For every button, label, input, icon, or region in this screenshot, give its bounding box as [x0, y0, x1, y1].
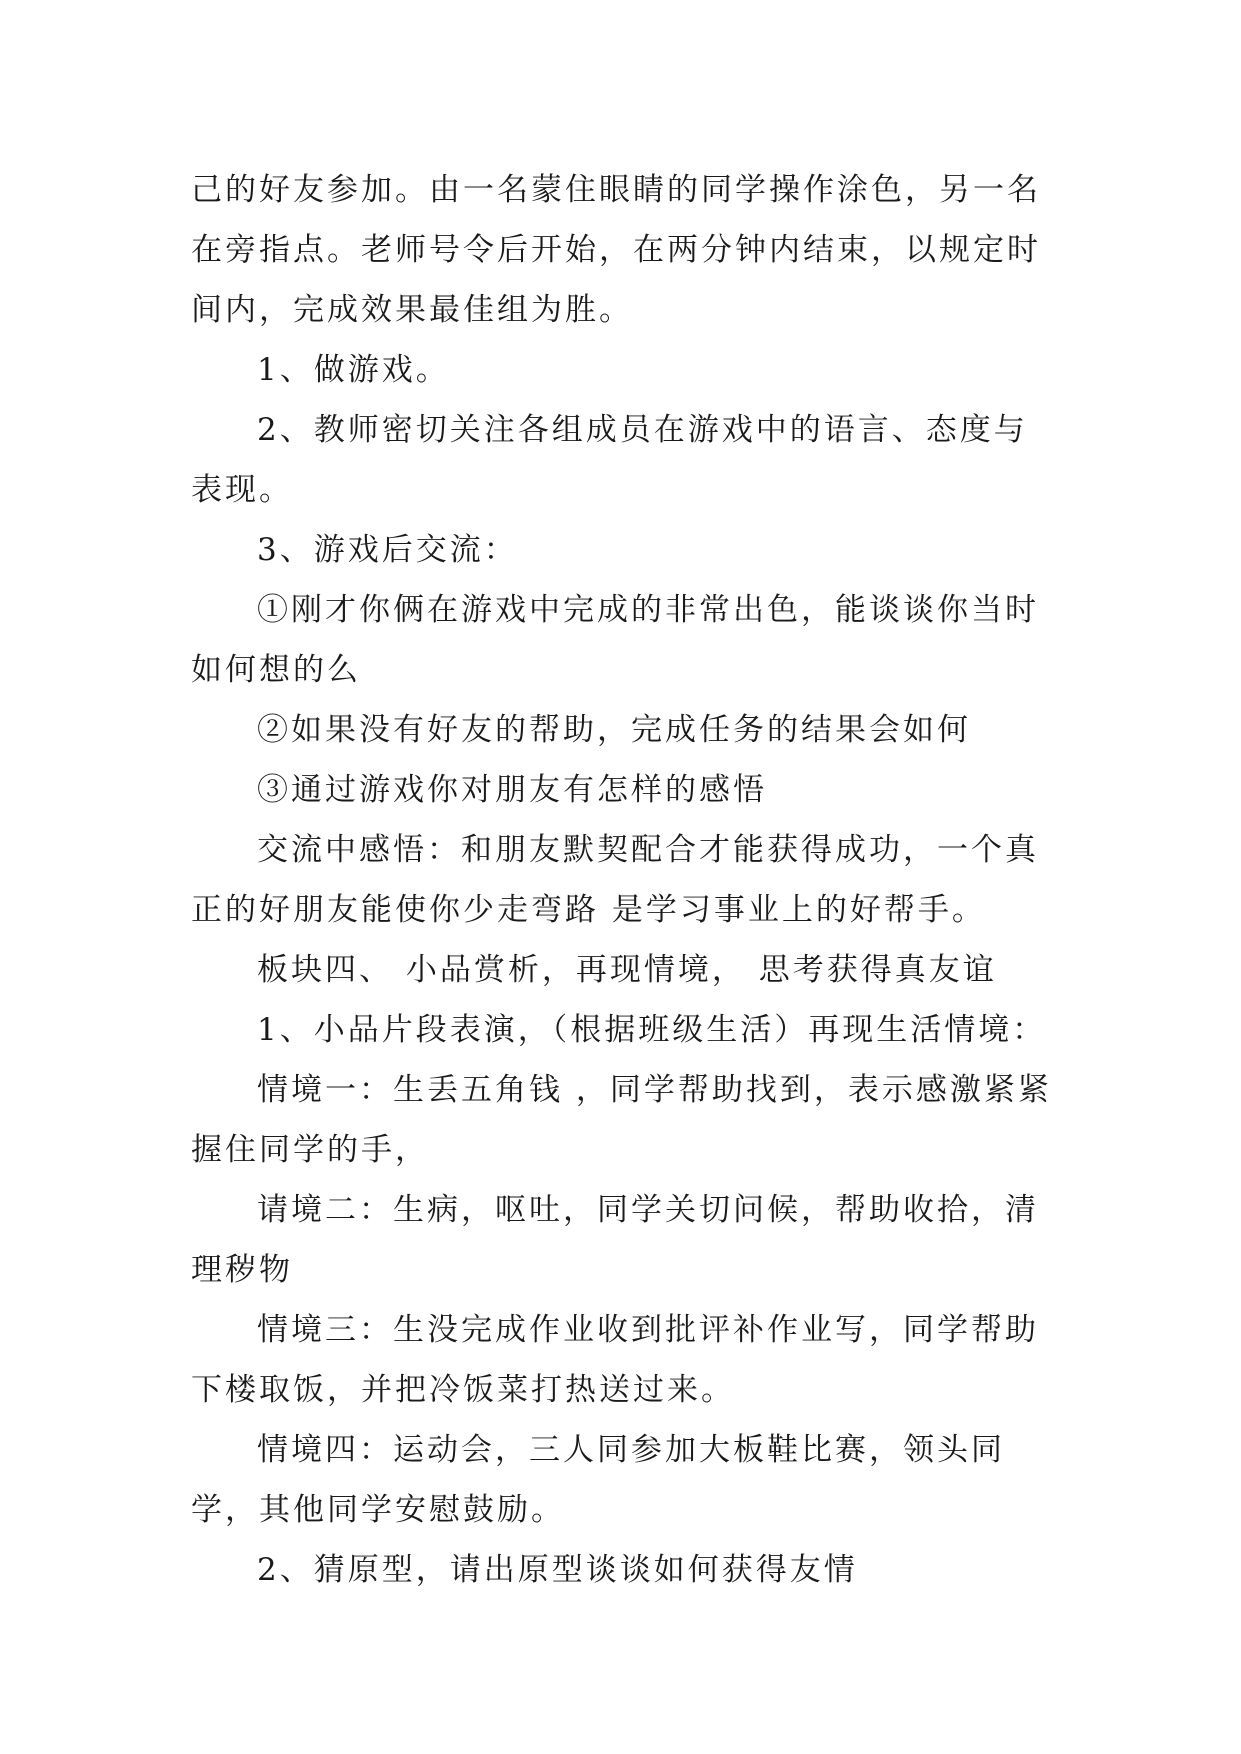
paragraph-step-3: 3、游戏后交流： — [257, 532, 518, 568]
paragraph-scenario-3: 情境三：生没完成作业收到批评补作业写，同学帮助下楼取饭，并把冷饭菜打热送过来。 — [191, 1312, 1039, 1408]
paragraph-question-3: ③通过游戏你对朋友有怎样的感悟 — [257, 772, 767, 808]
paragraph-insight: 交流中感悟：和朋友默契配合才能获得成功，一个真正的好朋友能使你少走弯路 是学习事业上的好帮手。 — [191, 832, 1039, 928]
paragraph-skit-intro: 1、小品片段表演，（根据班级生活）再现生活情境： — [257, 1012, 1047, 1048]
section-heading-block-4: 板块四、 小品赏析，再现情境， 思考获得真友谊 — [257, 952, 997, 988]
paragraph-game-rules: 己的好友参加。由一名蒙住眼睛的同学操作涂色，另一名在旁指点。老师号令后开始，在两分钟内结束，以规定时间内，完成效果最佳组为胜。 — [191, 172, 1041, 328]
paragraph-scenario-4: 情境四：运动会，三人同参加大板鞋比赛，领头同学，其他同学安慰鼓励。 — [191, 1432, 1005, 1528]
paragraph-step-2: 2、教师密切关注各组成员在游戏中的语言、态度与表现。 — [191, 412, 1028, 508]
paragraph-guess-prototype: 2、猜原型，请出原型谈谈如何获得友情 — [257, 1552, 858, 1588]
paragraph-question-2: ②如果没有好友的帮助，完成任务的结果会如何 — [257, 712, 971, 748]
document-body — [191, 160, 1056, 1600]
paragraph-scenario-2: 请境二：生病，呕吐，同学关切问候，帮助收拾，清理秽物 — [191, 1192, 1039, 1288]
paragraph-scenario-1: 情境一：生丢五角钱 ，同学帮助找到，表示感激紧紧握住同学的手， — [191, 1072, 1052, 1168]
paragraph-step-1: 1、做游戏。 — [257, 352, 450, 388]
paragraph-question-1: ①刚才你俩在游戏中完成的非常出色，能谈谈你当时如何想的么 — [191, 592, 1039, 688]
